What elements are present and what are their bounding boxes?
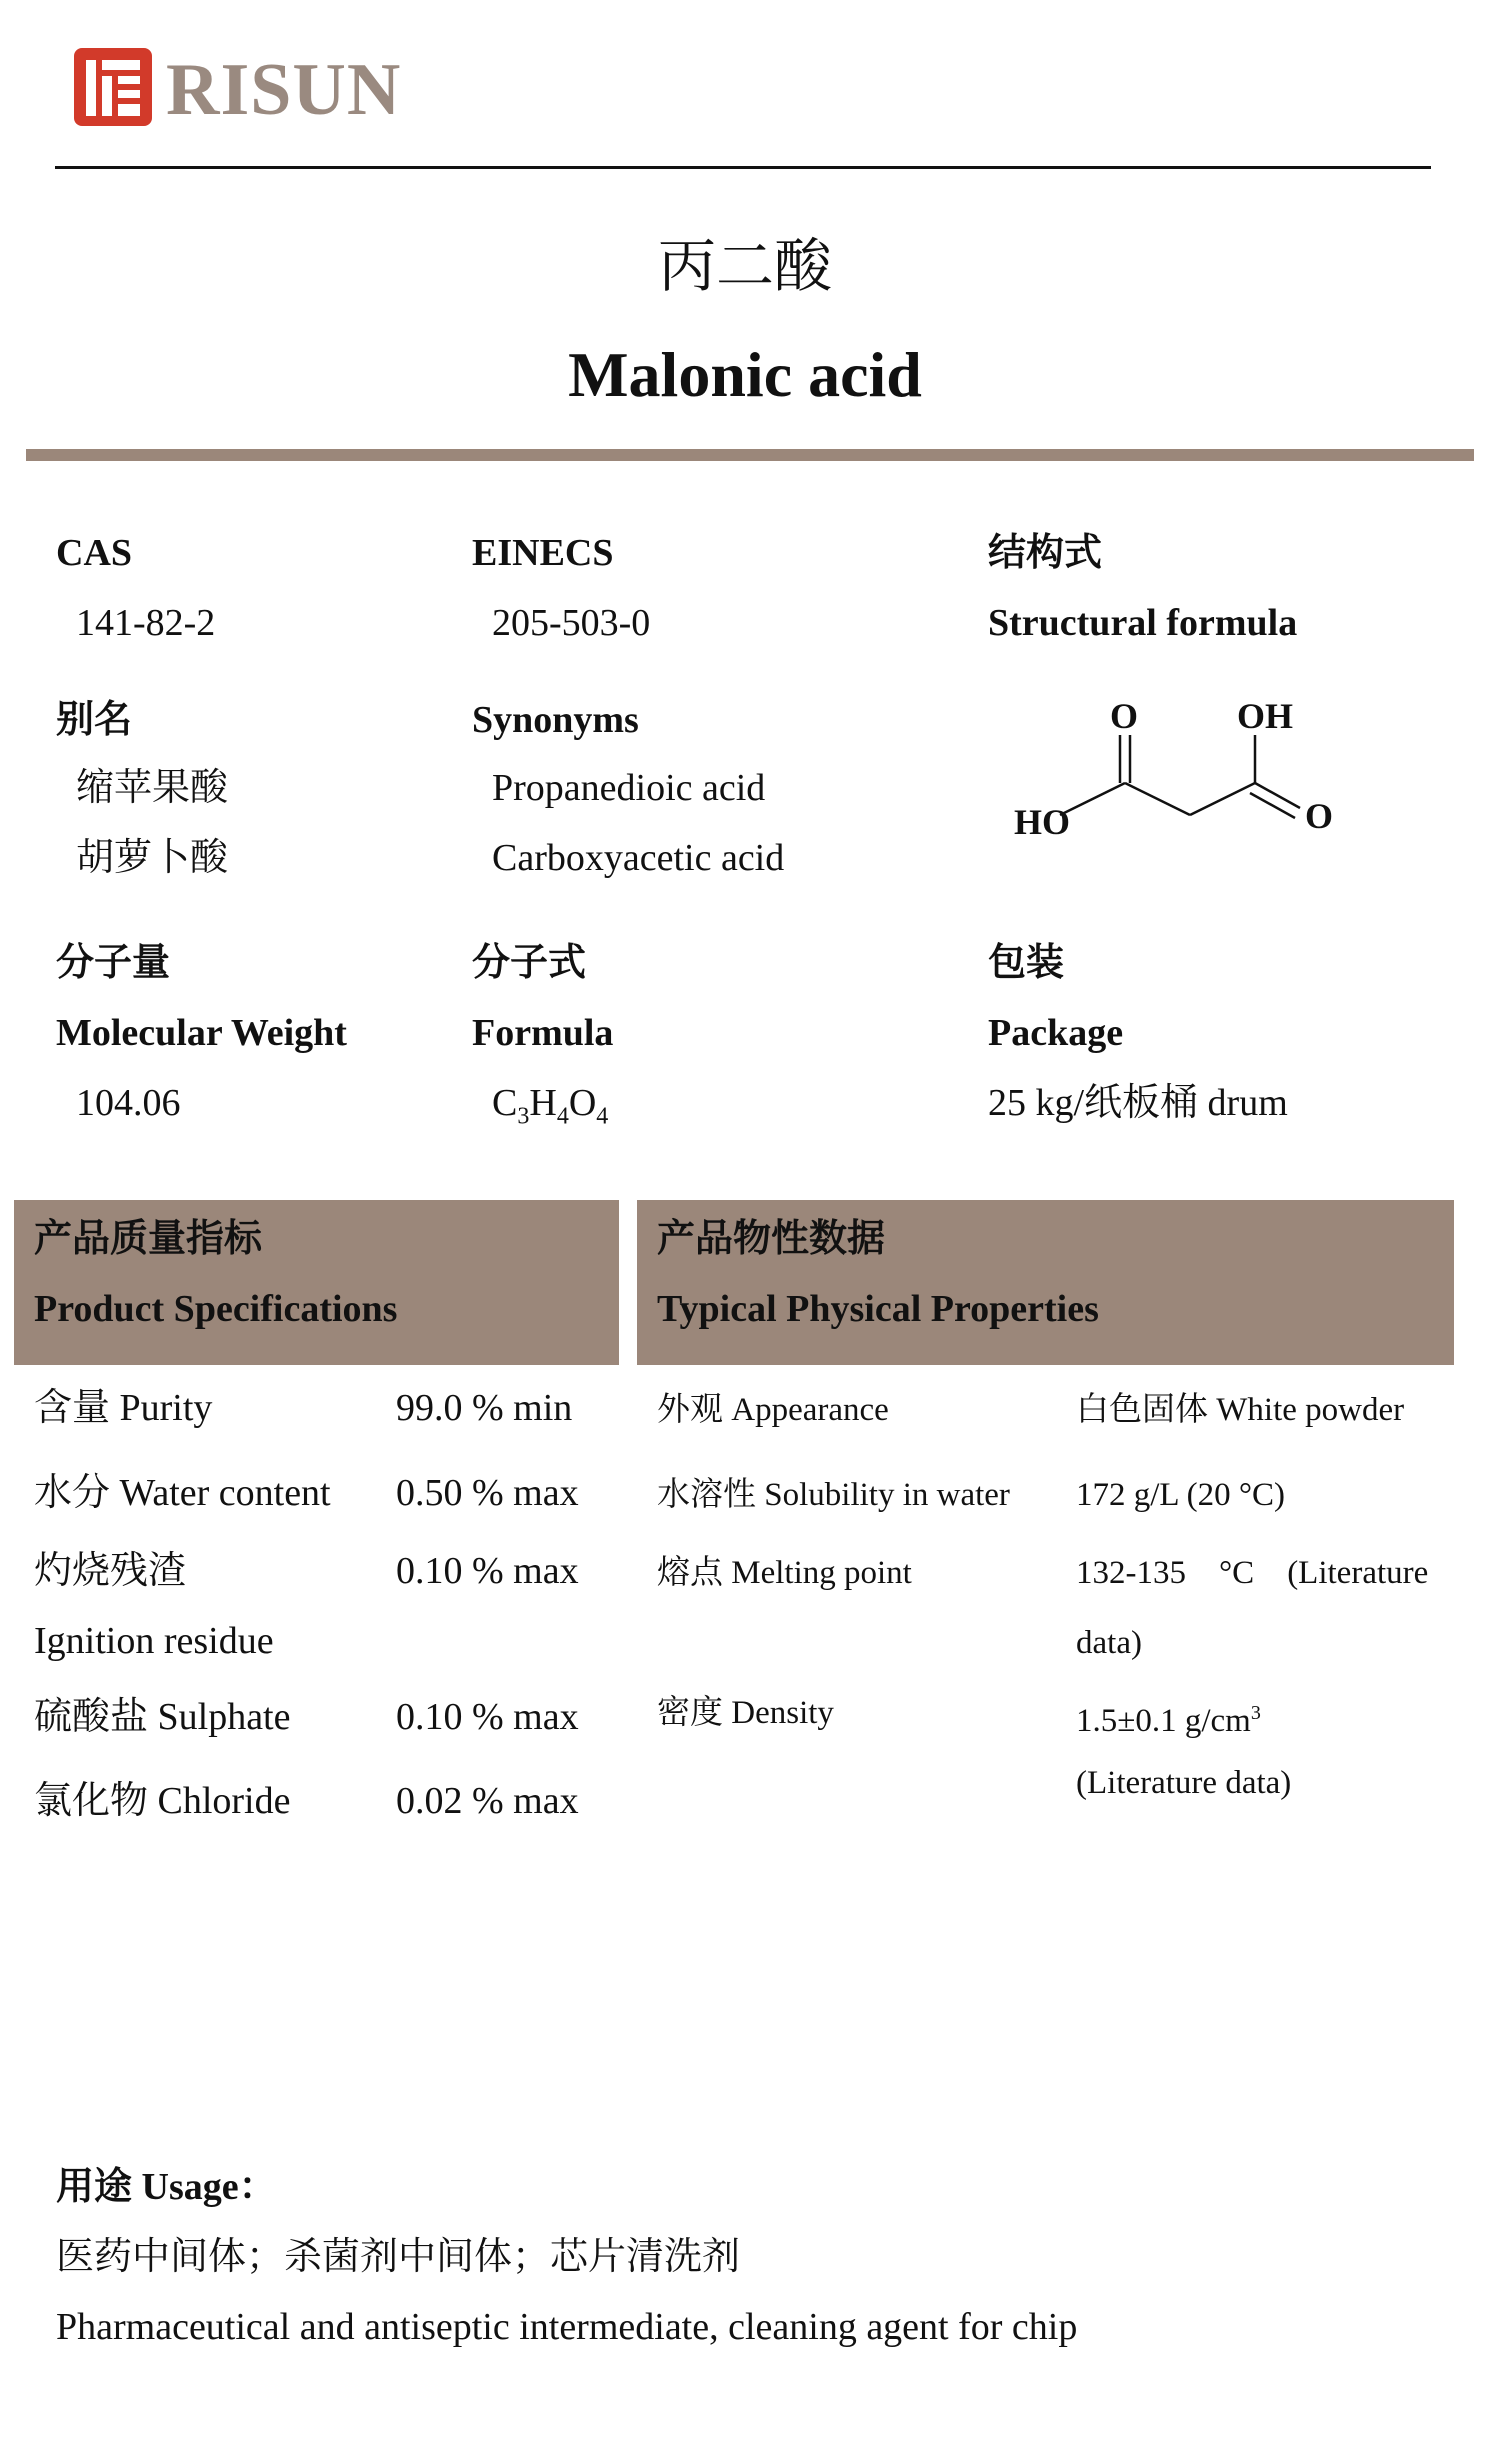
- property-row-value-continued: (Literature data): [1076, 1765, 1292, 1801]
- property-row-name: 熔点 Melting point: [657, 1555, 912, 1591]
- physical-properties-title-en: Typical Physical Properties: [657, 1288, 1099, 1330]
- structure-label-cn: 结构式: [988, 532, 1103, 574]
- property-row-value: 1.5±0.1 $g/cm^3$: [1076, 1702, 1261, 1739]
- specifications-header: [14, 1200, 619, 1365]
- spec-row-value: 0.10 % max: [396, 1696, 579, 1738]
- structure-atom-o-right: O: [1305, 796, 1334, 836]
- synonyms-label: Synonyms: [472, 699, 639, 741]
- molecular-weight-value: 104.06: [76, 1082, 181, 1124]
- spec-row-value: 0.10 % max: [396, 1550, 579, 1592]
- product-title-chinese: 丙二酸: [657, 234, 832, 299]
- property-row-name: 外观 Appearance: [657, 1392, 889, 1428]
- spec-row-name: 硫酸盐 Sulphate: [34, 1696, 291, 1738]
- spec-row-value: 0.50 % max: [396, 1472, 579, 1514]
- spec-row-value: 99.0 % min: [396, 1387, 573, 1429]
- package-label-en: Package: [988, 1012, 1124, 1054]
- physical-properties-header: [637, 1200, 1454, 1365]
- package-value: 25 kg/纸板桶 drum: [988, 1082, 1288, 1124]
- specifications-title-cn: 产品质量指标: [34, 1218, 263, 1260]
- title-band: [26, 449, 1474, 461]
- structure-label-en: Structural formula: [988, 602, 1298, 644]
- spec-row-value: 0.02 % max: [396, 1780, 579, 1822]
- risun-logo-icon: [72, 46, 154, 128]
- spec-row-name: 水分 Water content: [34, 1472, 331, 1514]
- spec-row-name: 氯化物 Chloride: [34, 1780, 291, 1822]
- formula-label-cn: 分子式: [472, 942, 587, 984]
- einecs-label: EINECS: [472, 532, 614, 574]
- formula-value: $C_3H_4O_4$: [492, 1082, 609, 1130]
- property-row-name: 水溶性 Solubility in water: [657, 1477, 1010, 1513]
- property-row-value-continued: data): [1076, 1625, 1142, 1661]
- synonym-value-2: Carboxyacetic acid: [492, 837, 785, 879]
- spec-row-name: 灼烧残渣: [34, 1550, 187, 1592]
- spec-row-name-continued: Ignition residue: [34, 1620, 274, 1662]
- property-row-value: 132-135 °C (Literature: [1076, 1555, 1429, 1591]
- spec-row-name: 含量 Purity: [34, 1387, 213, 1429]
- property-row-value: 172 g/L (20 °C): [1076, 1477, 1286, 1513]
- usage-title: 用途 Usage：: [56, 2166, 277, 2208]
- usage-chinese: 医药中间体；杀菌剂中间体；芯片清洗剂: [56, 2236, 741, 2278]
- package-label-cn: 包装: [988, 942, 1065, 984]
- synonym-value-1: Propanedioic acid: [492, 767, 766, 809]
- einecs-value: 205-503-0: [492, 602, 651, 644]
- specifications-title-en: Product Specifications: [34, 1288, 398, 1330]
- cas-value: 141-82-2: [76, 602, 216, 644]
- header-divider: [55, 166, 1431, 169]
- structural-formula-diagram: [1000, 690, 1360, 870]
- molecular-weight-label-en: Molecular Weight: [56, 1012, 347, 1054]
- product-title-english: Malonic acid: [568, 339, 922, 410]
- physical-properties-title-cn: 产品物性数据: [657, 1218, 886, 1260]
- brand-name: RISUN: [166, 49, 402, 131]
- structure-atom-oh: OH: [1237, 696, 1294, 736]
- usage-english: Pharmaceutical and antiseptic intermediate, cleaning agent for chip: [56, 2306, 1078, 2348]
- structure-atom-ho: HO: [1014, 802, 1071, 842]
- molecular-weight-label-cn: 分子量: [56, 942, 171, 984]
- property-row-name: 密度 Density: [657, 1695, 834, 1731]
- structure-atom-o-top: O: [1110, 696, 1139, 736]
- cas-label: CAS: [56, 532, 133, 574]
- alias-value-2: 胡萝卜酸: [76, 837, 229, 879]
- property-row-value: 白色固体 White powder: [1076, 1392, 1405, 1428]
- formula-label-en: Formula: [472, 1012, 614, 1054]
- alias-value-1: 缩苹果酸: [76, 767, 229, 809]
- alias-label: 别名: [56, 699, 133, 741]
